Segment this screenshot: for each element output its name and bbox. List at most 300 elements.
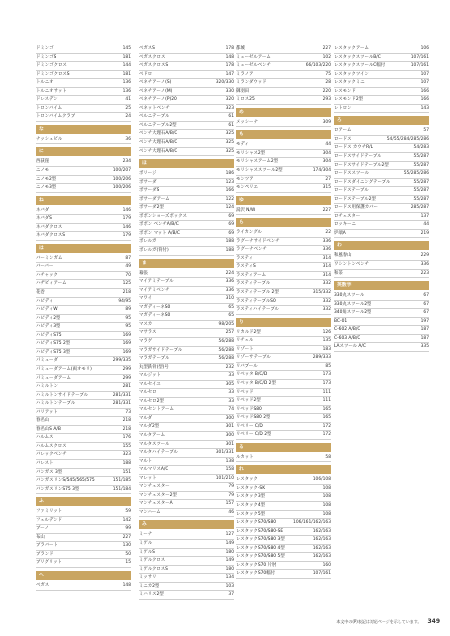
entry-name: ラグーナサイドベンチ <box>236 238 280 244</box>
entry-name: レスタック5型 <box>236 511 266 517</box>
index-entry <box>236 150 331 159</box>
entry-name: ミッサリ <box>139 575 157 581</box>
entry-page: 100/207 <box>112 168 131 174</box>
entry-name: ロードススツール <box>334 171 369 177</box>
entry-page: 162/163 <box>312 545 331 551</box>
entry-page: 125 <box>122 281 131 287</box>
index-entry <box>334 270 429 279</box>
entry-name: モディ <box>236 142 249 148</box>
section-header: ゆ <box>236 196 331 205</box>
entry-page: 325 <box>225 131 234 137</box>
entry-page: 229 <box>420 253 429 259</box>
index-entry <box>334 292 429 301</box>
index-entry <box>36 215 131 224</box>
index-entry <box>36 477 131 486</box>
entry-page: 135 <box>322 338 331 344</box>
entry-name: ハピディS75 <box>36 332 62 338</box>
entry-name: レスモンド2型 <box>334 97 364 103</box>
entry-page: 57 <box>423 128 429 134</box>
entry-page: 147 <box>225 71 234 77</box>
entry-page: 336 <box>322 238 331 244</box>
entry-name: レスタック-SK <box>236 485 266 491</box>
index-entry <box>236 54 331 63</box>
entry-name: ルカット <box>236 454 254 460</box>
entry-name: レスタックS70/S80 3型 <box>236 537 285 543</box>
entry-page: 148 <box>122 582 131 588</box>
entry-name: マラガサイドテーブル <box>139 347 183 353</box>
index-entry <box>139 230 234 239</box>
entry-page: 69 <box>228 230 234 236</box>
entry-name: ベガスクロス <box>139 54 166 60</box>
section-header: な <box>36 125 131 134</box>
index-entry <box>139 583 234 592</box>
entry-page: 180 <box>225 549 234 555</box>
entry-name: ベガスS <box>139 46 155 51</box>
index-entry <box>236 88 331 97</box>
entry-page: 218 <box>122 418 131 424</box>
entry-page: 85 <box>325 363 331 369</box>
entry-page: 107/161 <box>410 63 429 69</box>
entry-name: マイアミベンチ <box>139 287 170 293</box>
entry-name: ドミンゴクロス <box>36 63 67 69</box>
entry-name: ハピディS75 2型 <box>36 341 71 347</box>
index-entry <box>36 417 131 426</box>
index-entry <box>139 88 234 97</box>
entry-name: リベッドS80 2型 <box>236 415 271 421</box>
entry-page: 59 <box>125 509 131 515</box>
entry-page: 146 <box>122 207 131 213</box>
entry-page: 325 <box>225 148 234 154</box>
entry-name: 丸型鉄骨(型)号 <box>139 364 169 370</box>
index-entry <box>334 343 429 352</box>
entry-name: マンチェスター2型 <box>139 492 177 498</box>
section-header: ら <box>236 218 331 227</box>
index-entry <box>236 519 331 528</box>
index-entry <box>334 318 429 327</box>
entry-page: 310 <box>225 296 234 302</box>
entry-page: 98/205 <box>218 321 234 327</box>
entry-name: マガディーネS0 <box>139 313 171 319</box>
entry-page: 173 <box>322 372 331 378</box>
index-entry <box>236 485 331 494</box>
entry-name: ミゲル <box>139 540 153 546</box>
entry-page: 325 <box>225 140 234 146</box>
entry-page: 37 <box>228 592 234 598</box>
index-entry <box>36 332 131 341</box>
index-column-4 <box>334 45 429 352</box>
entry-name: ロードステーブル2型 <box>334 196 376 202</box>
index-entry <box>236 298 331 307</box>
entry-page: 281 <box>122 384 131 390</box>
entry-name: マルジット <box>139 373 161 379</box>
index-entry <box>334 54 429 63</box>
section-header: ね <box>36 196 131 205</box>
entry-name: レスタック4型 <box>236 502 266 508</box>
entry-name: 湯沢 N/W <box>236 207 256 213</box>
index-entry <box>36 158 131 167</box>
index-entry <box>139 105 234 114</box>
entry-name: レスタックツイン <box>334 71 369 77</box>
entry-page: 107 <box>420 71 429 77</box>
index-entry <box>139 415 234 424</box>
index-entry <box>334 221 429 230</box>
index-entry <box>139 187 234 196</box>
index-entry <box>236 306 331 315</box>
index-entry <box>36 224 131 233</box>
entry-name: ブリグリット <box>36 560 62 566</box>
entry-page: 285/287 <box>410 205 429 211</box>
index-entry <box>236 255 331 264</box>
entry-page: 332 <box>322 307 331 313</box>
entry-page: 323 <box>225 105 234 111</box>
entry-page: 100/206 <box>112 176 131 182</box>
index-entry <box>36 542 131 551</box>
entry-page: 137 <box>420 213 429 219</box>
index-entry <box>36 289 131 298</box>
index-entry <box>139 381 234 390</box>
entry-name: ロードステーブル <box>334 188 369 194</box>
entry-name: ミゲルクロスS <box>139 566 168 572</box>
entry-page: 257 <box>225 330 234 336</box>
entry-page: 79 <box>228 492 234 498</box>
entry-name: マルセイユ <box>139 381 161 387</box>
entry-page: 232 <box>225 364 234 370</box>
entry-name: バンガスリンS75 3型 <box>36 486 80 492</box>
index-entry <box>36 88 131 97</box>
entry-page: 54/55/284/285/286 <box>386 136 429 142</box>
entry-name: レスタックS70/S80 <box>236 520 277 526</box>
entry-name: リベッド2型 <box>236 398 261 404</box>
entry-name: ミラノア <box>236 71 254 77</box>
index-entry <box>36 525 131 534</box>
entry-page: 100/206 <box>112 185 131 191</box>
index-entry <box>36 340 131 349</box>
entry-page: 320/330 <box>215 80 234 86</box>
entry-page: 87 <box>125 255 131 261</box>
entry-name: ハミルトンテーブル <box>36 401 76 407</box>
index-entry <box>36 559 131 568</box>
entry-name: レスタックスツールB/C <box>334 54 381 60</box>
index-entry <box>36 71 131 80</box>
entry-page: 169 <box>122 341 131 347</box>
index-entry <box>139 213 234 222</box>
entry-name: ブラバート <box>36 543 58 549</box>
index-column-3 <box>236 45 331 579</box>
entry-page: 160 <box>322 562 331 568</box>
entry-page: 187 <box>420 335 429 341</box>
index-entry <box>236 167 331 176</box>
entry-name: LAスツール A/C <box>334 344 366 350</box>
index-entry <box>334 230 429 239</box>
index-entry <box>334 261 429 270</box>
entry-page: 219 <box>420 230 429 236</box>
entry-name: モンツア <box>236 176 254 182</box>
entry-page: 336 <box>225 287 234 293</box>
entry-name: ボレルガ(背付) <box>139 248 169 254</box>
entry-page: 227 <box>122 534 131 540</box>
index-entry <box>236 536 331 545</box>
entry-name: 御羽田 <box>236 88 250 94</box>
index-entry <box>139 204 234 213</box>
index-entry <box>236 79 331 88</box>
index-entry <box>139 148 234 157</box>
entry-page: 162/163 <box>312 528 331 534</box>
entry-name: ラスティアーム <box>236 272 267 278</box>
entry-page: 55/287 <box>413 154 429 160</box>
entry-name: ボサーダ <box>139 179 157 185</box>
entry-name: パミューダアーム(両オモリ) <box>36 366 92 372</box>
entry-page: 65 <box>228 313 234 319</box>
entry-page: 55/287 <box>413 196 429 202</box>
entry-page: 178 <box>225 46 234 51</box>
index-entry <box>334 45 429 54</box>
entry-name: ミハリス2型 <box>139 592 164 598</box>
index-entry <box>236 414 331 423</box>
entry-page: 28 <box>325 80 331 86</box>
index-entry <box>139 347 234 356</box>
entry-page: 101/210 <box>215 475 234 481</box>
index-entry <box>36 79 131 88</box>
entry-name: マルタスツール <box>139 441 170 447</box>
entry-name: レスタックミニ <box>334 80 365 86</box>
entry-page: 309 <box>322 119 331 125</box>
entry-name: レスタックS70幅付 <box>236 571 275 577</box>
entry-page: 181 <box>122 54 131 60</box>
entry-page: 330 <box>225 88 234 94</box>
index-entry <box>334 187 429 196</box>
entry-page: 220 <box>322 88 331 94</box>
entry-name: ラスティテーブル <box>236 281 271 287</box>
entry-page: 130 <box>122 543 131 549</box>
entry-name: マラガテーブル <box>139 356 170 362</box>
index-entry <box>139 247 234 256</box>
index-entry <box>139 355 234 364</box>
index-entry <box>236 329 331 338</box>
entry-page: 281/331 <box>112 401 131 407</box>
entry-name: ボボン マット A/B/C <box>139 230 180 236</box>
entry-name: 都城 <box>236 46 245 51</box>
entry-page: 106 <box>420 46 429 51</box>
entry-page: 227 <box>322 46 331 51</box>
entry-name: レスタック3型 <box>236 494 266 500</box>
entry-name: ベンチ大理石A/B/C <box>139 131 178 137</box>
index-entry <box>236 337 331 346</box>
index-entry <box>334 62 429 71</box>
index-entry <box>236 389 331 398</box>
entry-page: 169 <box>122 349 131 355</box>
entry-name: ミューゼルアーム <box>236 54 271 60</box>
entry-page: 157 <box>225 501 234 507</box>
entry-page: 151/184 <box>112 486 131 492</box>
entry-page: 336 <box>420 262 429 268</box>
entry-page: 188 <box>225 239 234 245</box>
index-entry <box>139 170 234 179</box>
entry-page: 134 <box>225 575 234 581</box>
entry-page: 123 <box>225 179 234 185</box>
entry-name: マワイ <box>139 296 153 302</box>
index-entry <box>36 426 131 435</box>
entry-name: リベッドS80 <box>236 406 262 412</box>
entry-name: トロンバイムクラブ <box>36 114 76 120</box>
entry-page: 108 <box>322 511 331 517</box>
entry-page: 149 <box>225 540 234 546</box>
entry-name: ベンチ大理石A/B/C <box>139 140 178 146</box>
section-header: り <box>236 318 331 327</box>
entry-name: マルセロ <box>139 390 157 396</box>
entry-name: ロードスダイニングテーブル <box>334 179 391 185</box>
entry-page: 218 <box>122 290 131 296</box>
entry-name: ミーナ <box>139 532 153 538</box>
entry-page: 89 <box>125 307 131 313</box>
index-entry <box>139 238 234 247</box>
entry-name: ドミンゴ <box>36 46 54 51</box>
index-entry <box>139 287 234 296</box>
entry-name: 和茶 <box>334 270 343 276</box>
index-entry <box>139 423 234 432</box>
entry-page: 332 <box>322 281 331 287</box>
entry-name: ボリージ <box>139 171 157 177</box>
entry-page: 155 <box>122 443 131 449</box>
entry-name: バリアット <box>36 409 58 415</box>
entry-name: ハピディS75 3型 <box>36 349 71 355</box>
index-entry <box>236 570 331 579</box>
index-entry <box>236 96 331 105</box>
entry-name: マイアミテーブル <box>139 279 174 285</box>
entry-page: 74 <box>228 407 234 413</box>
index-entry <box>139 509 234 518</box>
entry-name: ベネチアーノ(S) <box>139 80 172 86</box>
footer-note: 本文中の(P)表記は対応ページを示しています。 <box>336 618 422 624</box>
entry-page: 305 <box>225 381 234 387</box>
entry-name: 春名山 <box>36 418 50 424</box>
entry-page: 188 <box>225 248 234 254</box>
entry-name: リゾート <box>236 346 254 352</box>
section-header: ま <box>139 259 234 268</box>
index-entry <box>36 486 131 495</box>
entry-page: 103 <box>225 583 234 589</box>
entry-page: 44 <box>325 142 331 148</box>
index-entry <box>36 392 131 401</box>
section-header: れ <box>236 465 331 474</box>
entry-page: 336 <box>322 247 331 253</box>
section-header: は <box>36 244 131 253</box>
index-entry <box>236 289 331 298</box>
entry-name: レスタックS70 片肘 <box>236 562 277 568</box>
entry-page: 148 <box>225 54 234 60</box>
entry-name: C-602 A/B/C <box>334 327 361 333</box>
entry-page: 106/108 <box>312 477 331 483</box>
section-header: 英数字 <box>334 281 429 290</box>
entry-name: ベルニテーブル2型 <box>139 122 177 128</box>
entry-page: 166 <box>420 97 429 103</box>
entry-page: 67 <box>423 293 429 299</box>
index-entry <box>334 127 429 136</box>
index-entry <box>36 136 131 145</box>
entry-page: 227 <box>322 207 331 213</box>
entry-page: 166 <box>420 88 429 94</box>
entry-page: 27 <box>325 176 331 182</box>
index-entry <box>139 449 234 458</box>
section-header: み <box>139 520 234 529</box>
entry-name: リカルド2型 <box>236 329 261 335</box>
entry-page: 25 <box>125 105 131 111</box>
entry-name: マガディーネS0 <box>139 304 171 310</box>
entry-name: ミロス25 <box>236 97 255 103</box>
entry-page: 36 <box>125 136 131 142</box>
entry-name: マンチェスター <box>139 484 170 490</box>
entry-page: 66/103/220 <box>305 63 331 69</box>
entry-name: メッシーナ <box>236 119 258 125</box>
index-entry <box>236 363 331 372</box>
entry-page: 99 <box>125 526 131 532</box>
entry-page: 55/285/286 <box>403 171 429 177</box>
entry-page: 75 <box>325 71 331 77</box>
entry-page: 108 <box>322 485 331 491</box>
entry-name: 春名山S A/B <box>36 426 61 432</box>
entry-name: 和風春山 <box>334 253 352 259</box>
index-entry <box>139 432 234 441</box>
index-entry <box>236 45 331 54</box>
entry-page: 102 <box>322 54 331 60</box>
index-entry <box>334 179 429 188</box>
entry-name: モンペリエ <box>236 185 258 191</box>
index-entry <box>36 232 131 241</box>
entry-page: 69 <box>228 222 234 228</box>
index-entry <box>334 301 429 310</box>
entry-name: ミゲルS <box>139 549 155 555</box>
entry-name: ライカングル <box>236 230 262 236</box>
entry-page: 142 <box>122 517 131 523</box>
index-entry <box>139 62 234 71</box>
entry-name: リベッド <box>236 389 254 395</box>
entry-name: リゾーサテーブル <box>236 355 271 361</box>
index-entry <box>139 466 234 475</box>
entry-name: ハヂビィアーム <box>36 281 67 287</box>
index-entry <box>334 153 429 162</box>
entry-name: ネバダクロスS <box>36 233 66 239</box>
index-entry <box>139 196 234 205</box>
index-entry <box>36 508 131 517</box>
entry-page: 106/161/162/163 <box>293 520 331 526</box>
entry-name: ボサーダアーム <box>139 196 170 202</box>
entry-name: ベルニテーブル <box>139 114 170 120</box>
index-entry <box>139 540 234 549</box>
entry-page: 61 <box>228 114 234 120</box>
entry-name: ハピディW <box>36 307 58 313</box>
index-entry <box>236 354 331 363</box>
entry-page: 79 <box>228 484 234 490</box>
entry-page: 224 <box>225 270 234 276</box>
entry-name: 布山 <box>36 534 45 540</box>
entry-name: ハチャック <box>36 272 58 278</box>
index-entry <box>36 400 131 409</box>
index-entry <box>139 278 234 287</box>
index-entry <box>36 280 131 289</box>
entry-name: ベンチ大理石A/B/C <box>139 148 178 154</box>
entry-name: ラスティS <box>236 264 256 270</box>
entry-name: ラグーナベンチ <box>236 247 267 253</box>
index-entry <box>36 582 131 591</box>
entry-name: ボボン ベンチA/B/C <box>139 222 179 228</box>
entry-name: ロードスサイドテーブル <box>334 154 382 160</box>
index-entry <box>236 141 331 150</box>
entry-page: 149 <box>225 558 234 564</box>
index-entry <box>236 423 331 432</box>
entry-page: 107/161 <box>312 571 331 577</box>
index-entry <box>139 329 234 338</box>
index-entry <box>36 451 131 460</box>
index-entry <box>236 528 331 537</box>
